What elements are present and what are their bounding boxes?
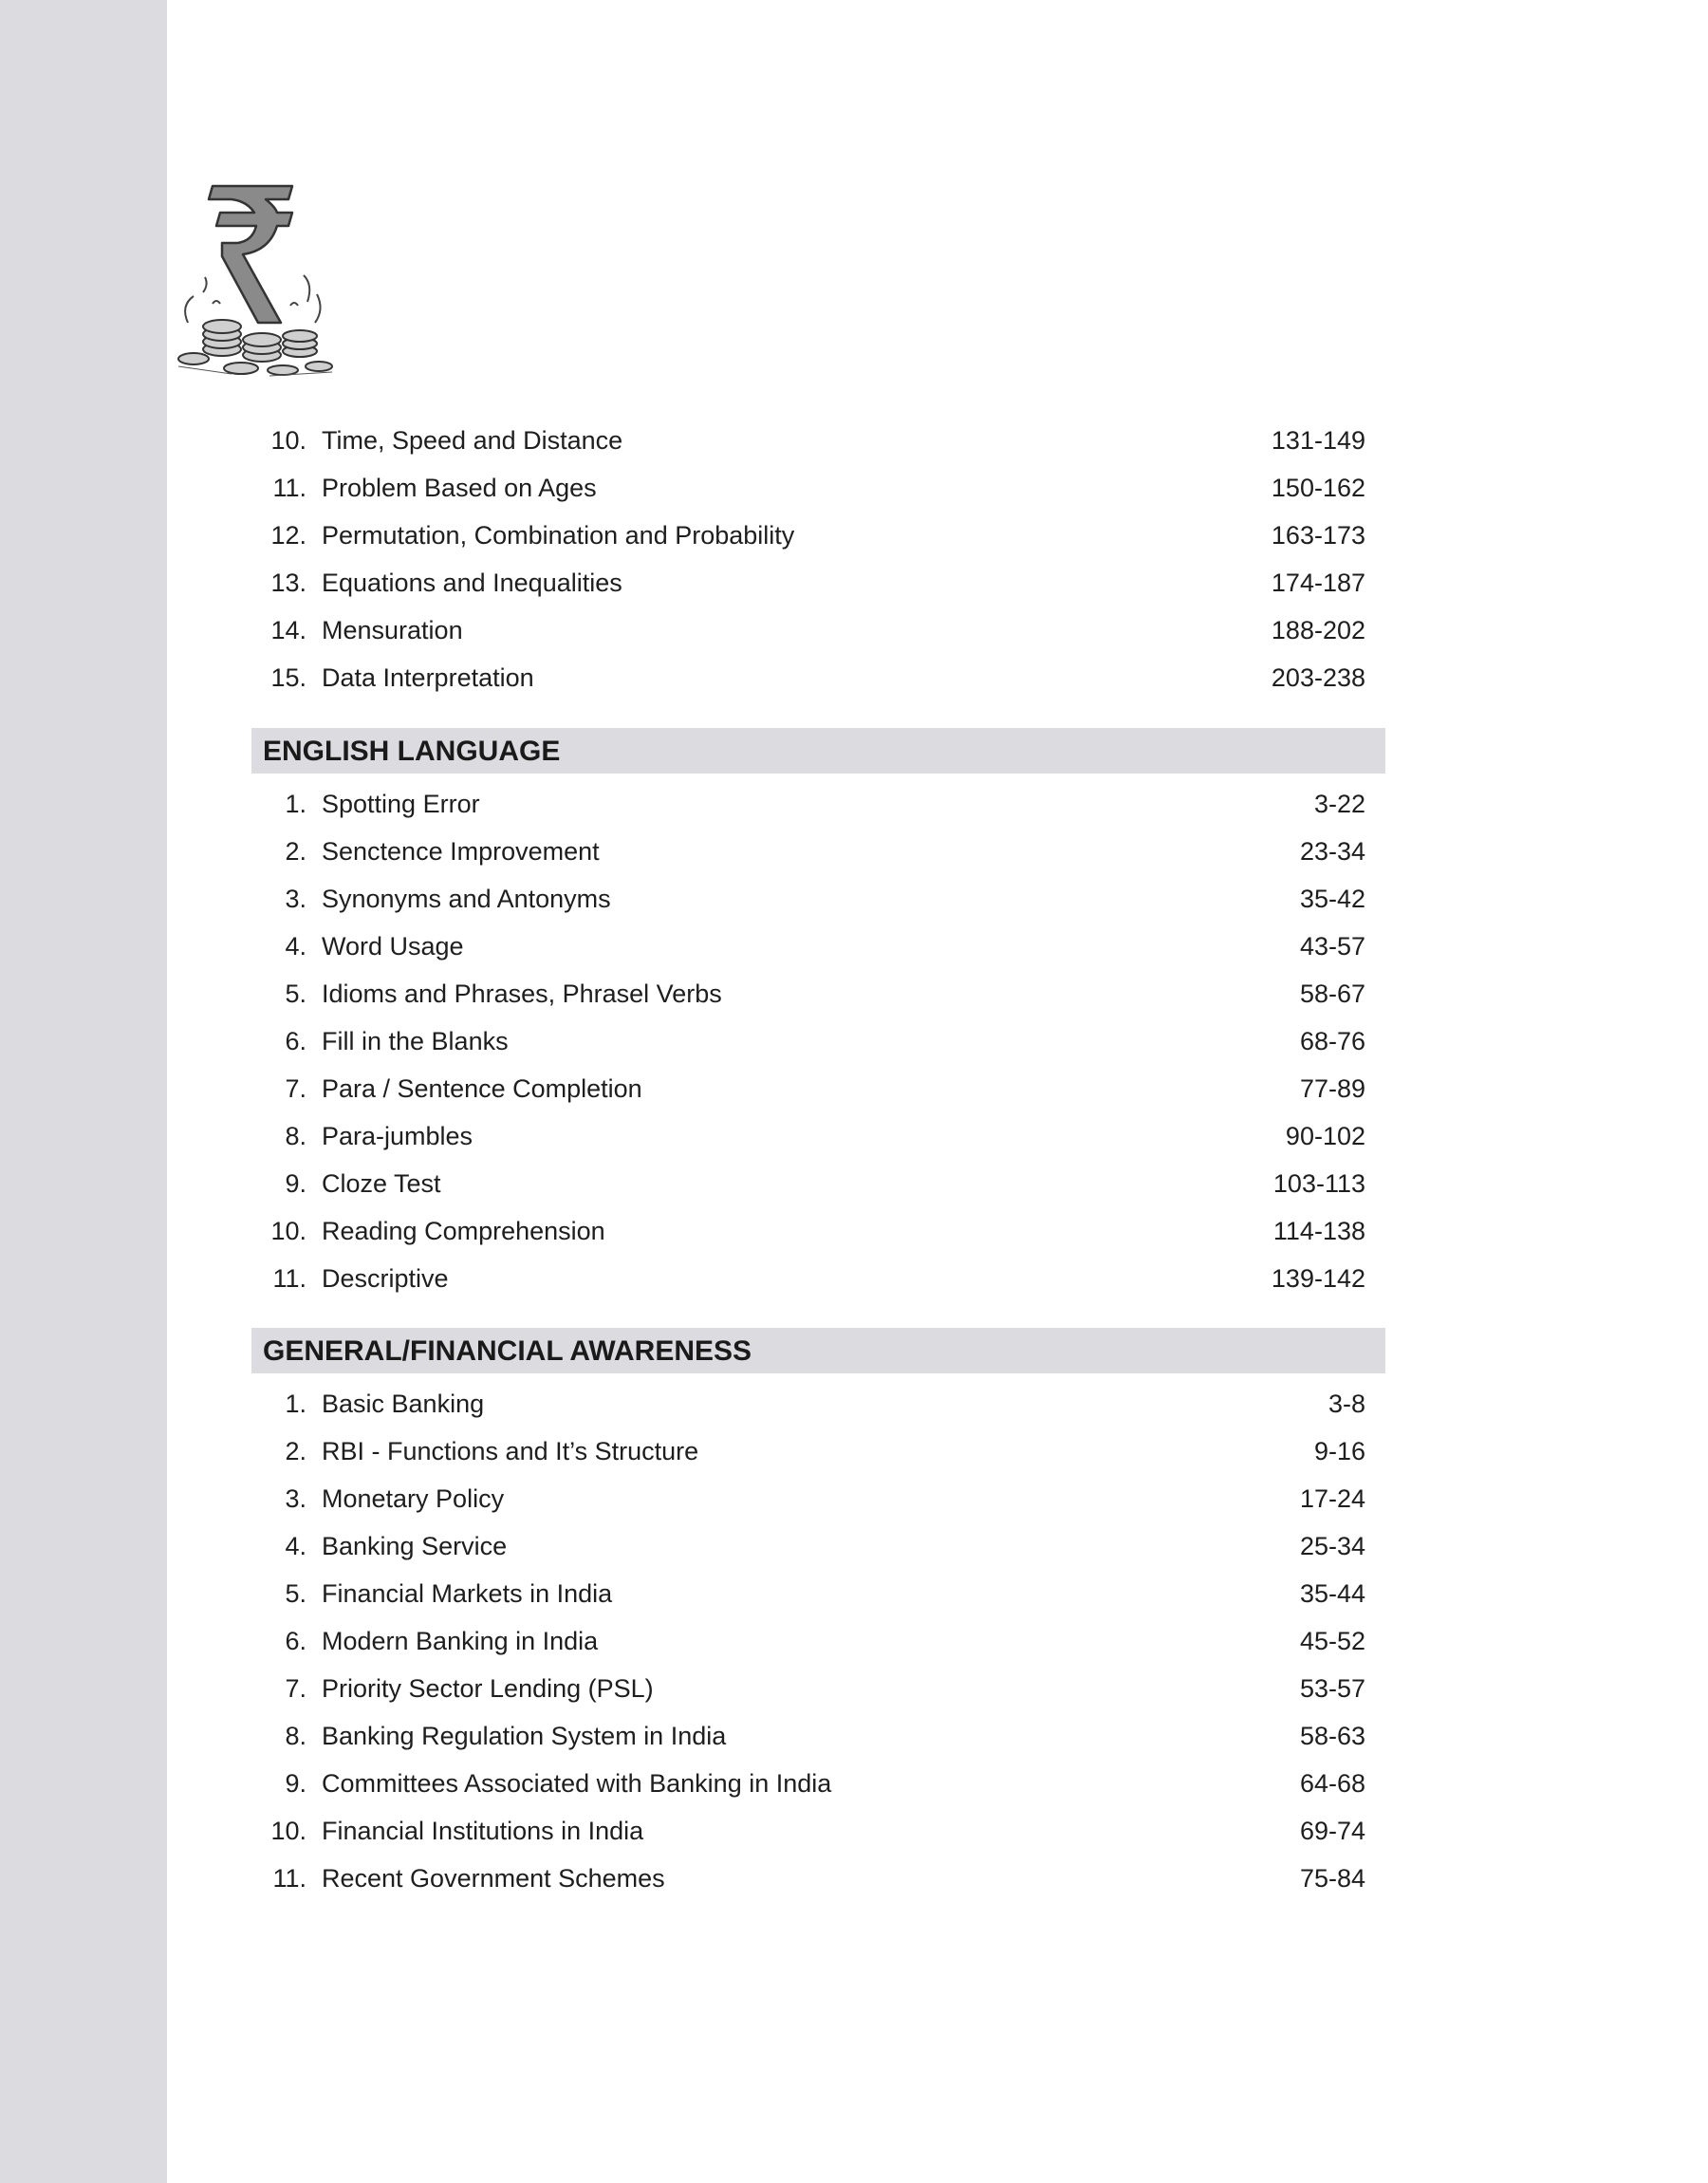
- entry-title: Financial Institutions in India: [322, 1817, 644, 1845]
- entry-title: Mensuration: [322, 616, 463, 644]
- entry-pages: 53-57: [1299, 1674, 1365, 1703]
- entry-title: Monetary Policy: [322, 1484, 505, 1513]
- entry-title: Spotting Error: [322, 790, 480, 818]
- entry-pages: 90-102: [1285, 1122, 1365, 1150]
- entry-pages: 203-238: [1271, 663, 1365, 692]
- entry-number: 2.: [285, 837, 306, 866]
- entry-number: 5.: [285, 1579, 306, 1608]
- entry-number: 6.: [285, 1027, 306, 1055]
- toc-entry: [251, 828, 1385, 875]
- entry-pages: 114-138: [1272, 1217, 1365, 1245]
- entry-title: Equations and Inequalities: [322, 569, 622, 597]
- entry-number: 10.: [270, 1817, 306, 1845]
- entry-pages: 188-202: [1271, 616, 1365, 644]
- entry-title: Reading Comprehension: [322, 1217, 605, 1245]
- entry-pages: 68-76: [1299, 1027, 1365, 1055]
- entry-title: Banking Service: [322, 1532, 508, 1560]
- entry-title: Modern Banking in India: [322, 1627, 599, 1655]
- entry-pages: 103-113: [1272, 1169, 1365, 1198]
- toc-entry: [251, 1807, 1385, 1855]
- entry-number: 1.: [285, 790, 306, 818]
- entry-pages: 35-42: [1299, 885, 1365, 913]
- entry-number: 3.: [285, 885, 306, 913]
- rupee-coins-icon: [175, 180, 336, 380]
- toc-entry: [251, 1475, 1385, 1522]
- toc-entry: [251, 1065, 1385, 1112]
- entry-title: Cloze Test: [322, 1169, 441, 1198]
- entry-pages: 75-84: [1299, 1864, 1365, 1893]
- entry-title: Fill in the Blanks: [322, 1027, 509, 1055]
- entry-number: 7.: [285, 1074, 306, 1103]
- entry-pages: 3-8: [1327, 1390, 1365, 1418]
- entry-number: 10.: [270, 1217, 306, 1245]
- entry-number: 10.: [270, 426, 306, 455]
- entry-title: Senctence Improvement: [322, 837, 600, 866]
- entry-pages: 163-173: [1271, 521, 1365, 550]
- entry-title: Descriptive: [322, 1264, 449, 1293]
- entry-title: Idioms and Phrases, Phrasel Verbs: [322, 980, 722, 1008]
- entry-title: Synonyms and Antonyms: [322, 885, 611, 913]
- entry-number: 8.: [285, 1722, 306, 1750]
- entry-title: Para-jumbles: [322, 1122, 473, 1150]
- toc-entry: [251, 1665, 1385, 1712]
- entry-number: 4.: [285, 1532, 306, 1560]
- toc-entry: [251, 1760, 1385, 1807]
- entry-number: 15.: [270, 663, 306, 692]
- entry-number: 8.: [285, 1122, 306, 1150]
- entry-title: Permutation, Combination and Probability: [322, 521, 795, 550]
- entry-number: 3.: [285, 1484, 306, 1513]
- toc-entry: [251, 1017, 1385, 1065]
- section-heading-english: ENGLISH LANGUAGE: [251, 728, 1385, 774]
- left-margin-band: [0, 0, 167, 2183]
- toc-entry: [251, 1160, 1385, 1207]
- entry-number: 11.: [272, 1264, 306, 1293]
- toc-entry: [251, 780, 1385, 828]
- entry-title: Time, Speed and Distance: [322, 426, 623, 455]
- entry-number: 11.: [272, 474, 306, 502]
- entry-number: 14.: [270, 616, 306, 644]
- toc-entry: [251, 654, 1385, 701]
- toc-entry: [251, 923, 1385, 970]
- toc-entry: [251, 1617, 1385, 1665]
- entry-pages: 35-44: [1299, 1579, 1365, 1608]
- entry-title: Data Interpretation: [322, 663, 534, 692]
- entry-title: Para / Sentence Completion: [322, 1074, 642, 1103]
- entry-title: Committees Associated with Banking in India: [322, 1769, 832, 1798]
- entry-pages: 150-162: [1271, 474, 1365, 502]
- entry-number: 5.: [285, 980, 306, 1008]
- entry-pages: 64-68: [1299, 1769, 1365, 1798]
- toc-entry: [251, 1855, 1385, 1902]
- toc-entry: [251, 1112, 1385, 1160]
- entry-title: Recent Government Schemes: [322, 1864, 665, 1893]
- section-heading-financial: GENERAL/FINANCIAL AWARENESS: [251, 1328, 1385, 1373]
- entry-pages: 45-52: [1299, 1627, 1365, 1655]
- entry-number: 13.: [270, 569, 306, 597]
- entry-title: RBI - Functions and It’s Structure: [322, 1437, 699, 1465]
- entry-pages: 139-142: [1271, 1264, 1365, 1293]
- entry-title: Banking Regulation System in India: [322, 1722, 727, 1750]
- toc-entry: [251, 1570, 1385, 1617]
- entry-number: 9.: [285, 1769, 306, 1798]
- entry-pages: 58-63: [1299, 1722, 1365, 1750]
- toc-entry: [251, 606, 1385, 654]
- toc-entry: [251, 1380, 1385, 1427]
- entry-number: 9.: [285, 1169, 306, 1198]
- entry-title: Word Usage: [322, 932, 464, 961]
- entry-pages: 3-22: [1313, 790, 1365, 818]
- entry-title: Problem Based on Ages: [322, 474, 597, 502]
- entry-pages: 17-24: [1299, 1484, 1365, 1513]
- entry-pages: 23-34: [1299, 837, 1365, 866]
- toc-entry: [251, 1712, 1385, 1760]
- toc-entry: [251, 1255, 1385, 1302]
- entry-title: Priority Sector Lending (PSL): [322, 1674, 654, 1703]
- toc-entry: [251, 1207, 1385, 1255]
- entry-number: 12.: [270, 521, 306, 550]
- entry-pages: 9-16: [1313, 1437, 1365, 1465]
- toc-entry: [251, 1522, 1385, 1570]
- toc-entry: [251, 875, 1385, 923]
- toc-entry: [251, 512, 1385, 559]
- entry-pages: 43-57: [1299, 932, 1365, 961]
- entry-title: Financial Markets in India: [322, 1579, 613, 1608]
- toc-entry: [251, 559, 1385, 606]
- entry-pages: 77-89: [1299, 1074, 1365, 1103]
- entry-pages: 25-34: [1299, 1532, 1365, 1560]
- entry-pages: 58-67: [1299, 980, 1365, 1008]
- entry-number: 4.: [285, 932, 306, 961]
- toc-entry: [251, 417, 1385, 464]
- entry-number: 6.: [285, 1627, 306, 1655]
- entry-number: 7.: [285, 1674, 306, 1703]
- entry-pages: 174-187: [1271, 569, 1365, 597]
- entry-number: 2.: [285, 1437, 306, 1465]
- entry-number: 1.: [285, 1390, 306, 1418]
- toc-entry: [251, 464, 1385, 512]
- toc-entry: [251, 970, 1385, 1017]
- entry-pages: 131-149: [1271, 426, 1365, 455]
- entry-title: Basic Banking: [322, 1390, 485, 1418]
- toc-entry: [251, 1427, 1385, 1475]
- entry-pages: 69-74: [1299, 1817, 1365, 1845]
- entry-number: 11.: [272, 1864, 306, 1893]
